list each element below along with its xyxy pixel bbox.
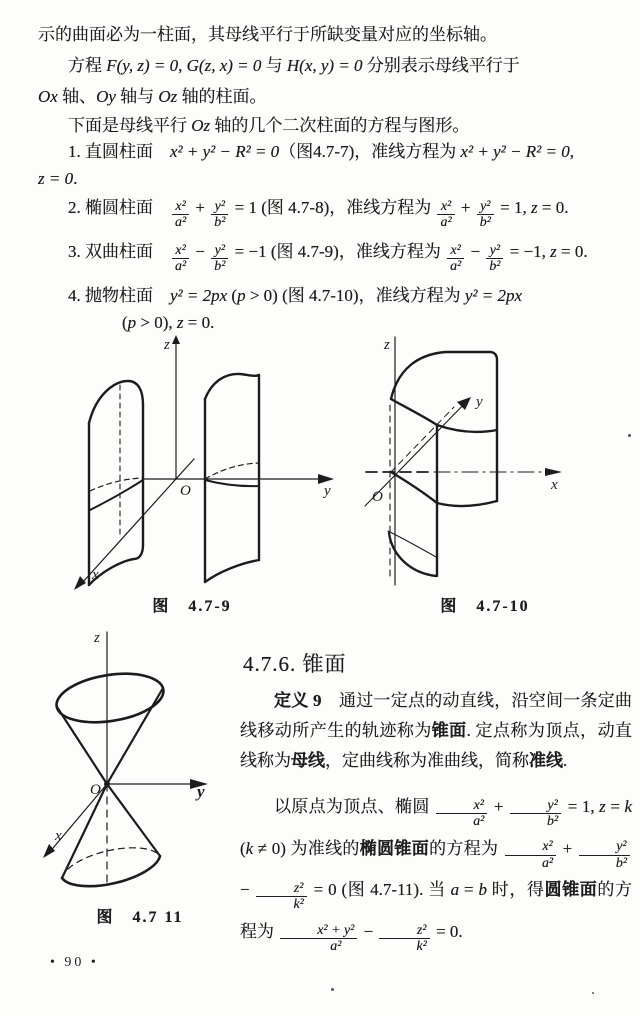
scan-speck [592, 992, 594, 994]
fig9-z-label: z [164, 337, 170, 353]
scan-speck [628, 434, 631, 437]
page-number: • 90 • [50, 955, 99, 970]
intro-line-2: 方程 F(y, z) = 0, G(z, x) = 0 与 H(x, y) = 0 分别表示母线平行于 [68, 56, 520, 75]
definition-9-paragraph: 定义 9 通过一定点的动直线，沿空间一条定曲线移动所产生的轨迹称为锥面. 定点称为顶点，动直线称为母线，定曲线称为准曲线，简称准线. [240, 691, 633, 770]
intro-line-4: 下面是母线平行 Oz 轴的几个二次柱面的方程与图形。 [68, 116, 470, 135]
intro-line-3: Ox 轴、Oy 轴与 Oz 轴的柱面。 [38, 87, 267, 106]
fig9-x-label: x [92, 567, 99, 583]
parabolic-sheet [388, 352, 497, 576]
cylinder-item-3: 3. 双曲柱面 $\frac{\text{x²}}{\text{a²}}$ − $\frac{\text{y²}}{\text{b²}}$ = −1 (图 4.7-9)，准线方程为 $\frac{\text{x²}}{\text{a²}}$ − $\frac{\text{y²}}{\text{b²}}$ = −1, z = 0. [68, 242, 588, 275]
fig10-y-label: y [476, 394, 483, 410]
axes [43, 632, 208, 888]
parabolic-cylinder-drawing [348, 333, 622, 591]
fig10-caption: 图 4.7-10 [440, 598, 530, 615]
fig10-origin-label: O [372, 489, 383, 505]
cylinder-item-1-line-2: z = 0. [38, 169, 78, 188]
fig10-z-label: z [384, 337, 390, 353]
cylinder-item-2: 2. 椭圆柱面 $\frac{\text{x²}}{\text{a²}}$ + $\frac{\text{y²}}{\text{b²}}$ = 1 (图 4.7-8)，准线方程为 $\frac{\text{x²}}{\text{a²}}$ + $\frac{\text{y²}}{\text{b²}}$ = 1, z = 0. [68, 198, 569, 231]
intro-line-1: 示的曲面必为一柱面，其母线平行于所缺变量对应的坐标轴。 [38, 25, 497, 44]
lower-cone [62, 784, 160, 886]
cone-drawing [26, 626, 254, 902]
cylinder-item-4-line-1: 4. 抛物柱面 y² = 2px (p > 0) (图 4.7-10)，准线方程为 y² = 2px [68, 286, 522, 305]
figure-4-7-9 [36, 333, 348, 616]
right-sheet [205, 374, 259, 582]
section-heading: 4.7.6. 锥面 [243, 652, 347, 676]
figure-4-7-10 [348, 333, 622, 616]
vertex-dot [104, 781, 110, 787]
upper-cone [53, 667, 167, 784]
fig11-x-label: x [55, 828, 62, 844]
fig10-x-label: x [551, 477, 558, 493]
fig11-origin-label: O [90, 782, 101, 798]
fig9-caption: 图 4.7-9 [152, 598, 232, 615]
figure-4-7-11 [26, 626, 254, 927]
x-axis-arrow-icon [74, 576, 86, 590]
scan-speck [331, 988, 334, 991]
fig9-y-label: y [324, 483, 331, 499]
x-axis-arrow-icon [43, 844, 55, 858]
cone-section-text [240, 686, 632, 954]
fig9-origin-label: O [180, 483, 191, 499]
left-sheet [89, 381, 143, 585]
cone-equation-paragraph: 以原点为顶点、椭圆 $\frac{\text{x²}}{\text{a²}}$ + $\frac{\text{y²}}{\text{b²}}$ = 1, z = k (k ≠ 0) 为准线的椭圆锥面的方程为 $\frac{\text{x²}}{\text{a²}}$ + $\frac{\text{y²}}{\text{b²}}$ − $\frac{\text{z²}}{\text{k²}}$ = 0 (图 4.7-11). 当 a = b 时，得圆锥面的方程为 $\frac{\text{x² + y²}}{\text{a²}}$ − $\frac{\text{z²}}{\text{k²}}$ = 0. [240, 797, 633, 954]
cylinder-item-1-line-1: 1. 直圆柱面 x² + y² − R² = 0（图4.7-7)，准线方程为 x² + y² − R² = 0, [68, 142, 574, 161]
y-axis-arrow-icon [457, 397, 471, 410]
z-axis-arrow-icon [172, 335, 180, 344]
fig11-z-label: z [94, 630, 100, 646]
fig11-y-label: y [197, 782, 205, 801]
x-axis-arrow-icon [545, 468, 562, 476]
cylinder-item-4-line-2: (p > 0), z = 0. [122, 313, 215, 332]
hyperbolic-cylinder-drawing [36, 333, 348, 591]
fig11-caption: 图 4.7 11 [96, 909, 184, 926]
